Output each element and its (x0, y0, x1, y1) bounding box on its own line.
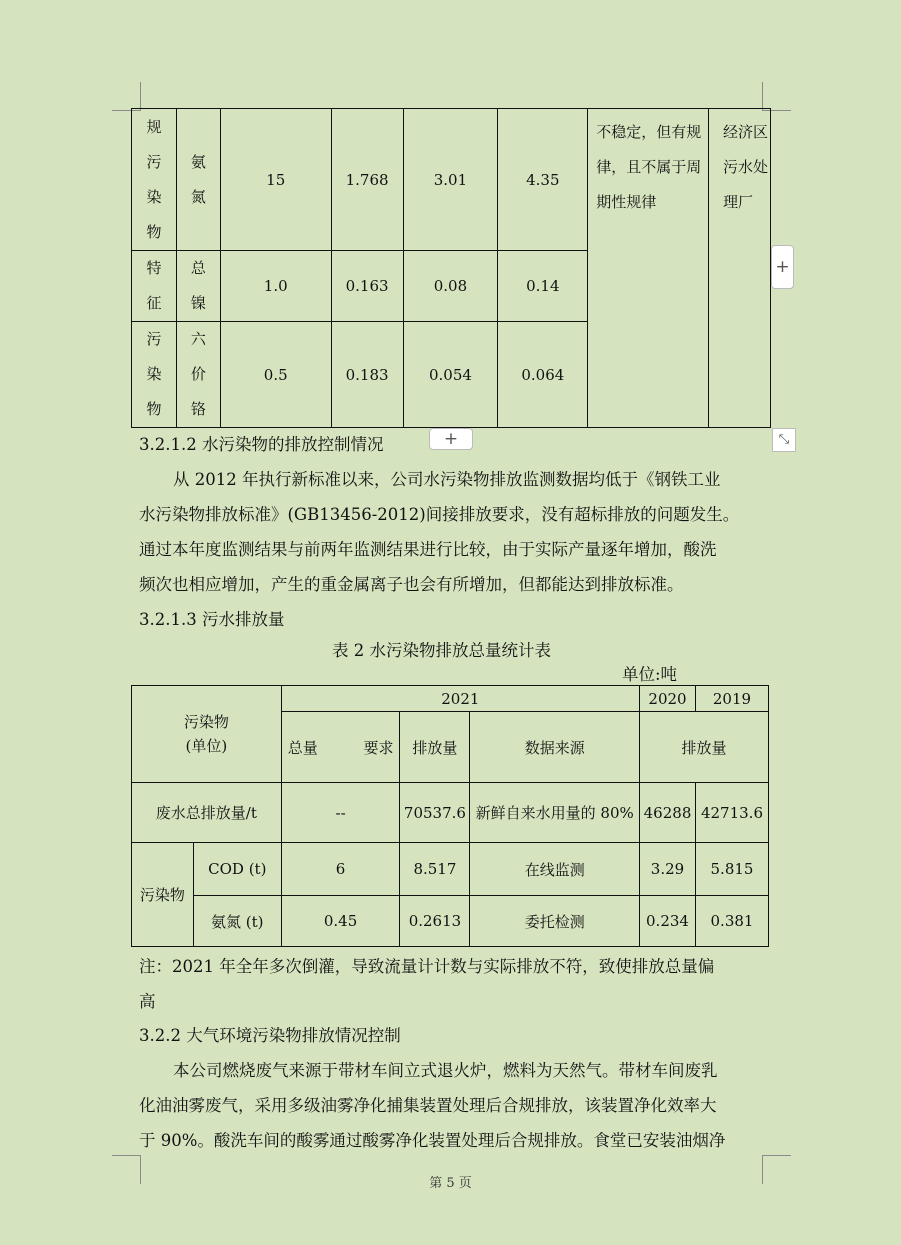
y2019-cell: 42713.6 (695, 783, 768, 843)
pollutant-name-cell: 总 镍 (176, 251, 220, 322)
paragraph-line: 化油油雾废气，采用多级油雾净化捕集装置处理后合规排放，该装置净化效率大 (139, 1096, 717, 1115)
table-row (132, 843, 769, 896)
year-2020-header: 2020 (640, 686, 696, 712)
emission-cell: 0.2613 (400, 896, 470, 947)
paragraph-line: 水污染物排放标准》(GB13456-2012)间接排放要求，没有超标排放的问题发生。 (139, 505, 740, 524)
emission-cell: 8.517 (400, 843, 470, 896)
source-cell: 委托检测 (470, 896, 640, 947)
y2020-cell: 0.234 (640, 896, 696, 947)
category-cell: 污 染 物 (132, 322, 177, 428)
year-2019-header: 2019 (695, 686, 768, 712)
trend-note-cell: 不稳定，但有规律，且不属于周期性规律 (588, 109, 709, 428)
value-cell: 1.768 (331, 109, 403, 251)
paragraph-line: 于 90%。酸洗车间的酸雾通过酸雾净化装置处理后合规排放。食堂已安装油烟净 (139, 1131, 726, 1150)
emission-cell: 70537.6 (400, 783, 470, 843)
pollutant-name-cell: 六 价 铬 (176, 322, 220, 428)
value-cell: 0.054 (403, 322, 498, 428)
table-row (132, 896, 769, 947)
total-label: 总量 (287, 738, 318, 757)
section-heading: 3.2.2 大气环境污染物排放情况控制 (139, 1026, 401, 1045)
y2020-cell: 46288 (640, 783, 696, 843)
y2019-cell: 0.381 (695, 896, 768, 947)
paragraph-line: 从 2012 年执行新标准以来，公司水污染物排放监测数据均低于《钢铁工业 (173, 470, 721, 489)
section-heading: 3.2.1.3 污水排放量 (139, 610, 285, 629)
add-row-button[interactable]: + (771, 245, 794, 289)
y2019-cell: 5.815 (695, 843, 768, 896)
emission-header: 排放量 (400, 712, 470, 783)
value-cell: 4.35 (498, 109, 588, 251)
pollutant-name-cell: 氨 氮 (176, 109, 220, 251)
value-cell: 15 (220, 109, 331, 251)
row-name-cell: 氨氮 (t) (193, 896, 281, 947)
unit-label: 单位:吨 (622, 665, 678, 684)
source-cell: 在线监测 (470, 843, 640, 896)
value-cell: 0.5 (220, 322, 331, 428)
emission-header-prior: 排放量 (640, 712, 769, 783)
year-2021-header: 2021 (281, 686, 639, 712)
table-resize-handle[interactable]: ⤡ (772, 428, 796, 452)
data-source-header: 数据来源 (470, 712, 640, 783)
paragraph-line: 本公司燃烧废气来源于带材车间立式退火炉，燃料为天然气。带材车间废乳 (173, 1061, 718, 1080)
table-row (132, 109, 771, 251)
row-name-cell: 废水总排放量/t (132, 783, 282, 843)
value-cell: 0.08 (403, 251, 498, 322)
add-column-button[interactable]: + (429, 428, 473, 450)
total-requirement-header (281, 712, 400, 783)
value-cell: 0.14 (498, 251, 588, 322)
requirement-label: 要求 (363, 738, 394, 757)
y2020-cell: 3.29 (640, 843, 696, 896)
margin-corner-top-left (112, 82, 141, 111)
category-cell: 规 污 染 物 (132, 109, 177, 251)
paragraph-line: 通过本年度监测结果与前两年监测结果进行比较，由于实际产量逐年增加，酸洗 (139, 540, 717, 559)
category-cell: 特 征 (132, 251, 177, 322)
value-cell: 0.183 (331, 322, 403, 428)
table-caption: 表 2 水污染物排放总量统计表 (332, 641, 551, 660)
note-line: 高 (139, 992, 156, 1011)
paragraph-line: 频次也相应增加，产生的重金属离子也会有所增加，但都能达到排放标准。 (139, 575, 684, 594)
section-heading: 3.2.1.2 水污染物的排放控制情况 (139, 435, 384, 454)
emission-total-table (131, 685, 769, 947)
margin-corner-top-right (762, 82, 791, 111)
note-line: 注：2021 年全年多次倒灌，导致流量计计数与实际排放不符，致使排放总量偏 (139, 957, 715, 976)
requirement-cell: 0.45 (281, 896, 400, 947)
pollutant-header-cell: 污染物 (单位) (132, 686, 282, 783)
table-row (132, 686, 769, 712)
destination-cell: 经济区污水处理厂 (709, 109, 771, 428)
value-cell: 3.01 (403, 109, 498, 251)
table-row (132, 783, 769, 843)
value-cell: 0.163 (331, 251, 403, 322)
page-number: 第 5 页 (429, 1176, 472, 1191)
requirement-cell: -- (281, 783, 400, 843)
source-cell: 新鲜自来水用量的 80% (470, 783, 640, 843)
requirement-cell: 6 (281, 843, 400, 896)
value-cell: 0.064 (498, 322, 588, 428)
value-cell: 1.0 (220, 251, 331, 322)
pollutant-group-cell: 污染物 (132, 843, 194, 947)
pollutant-standards-table (131, 108, 771, 428)
row-name-cell: COD (t) (193, 843, 281, 896)
